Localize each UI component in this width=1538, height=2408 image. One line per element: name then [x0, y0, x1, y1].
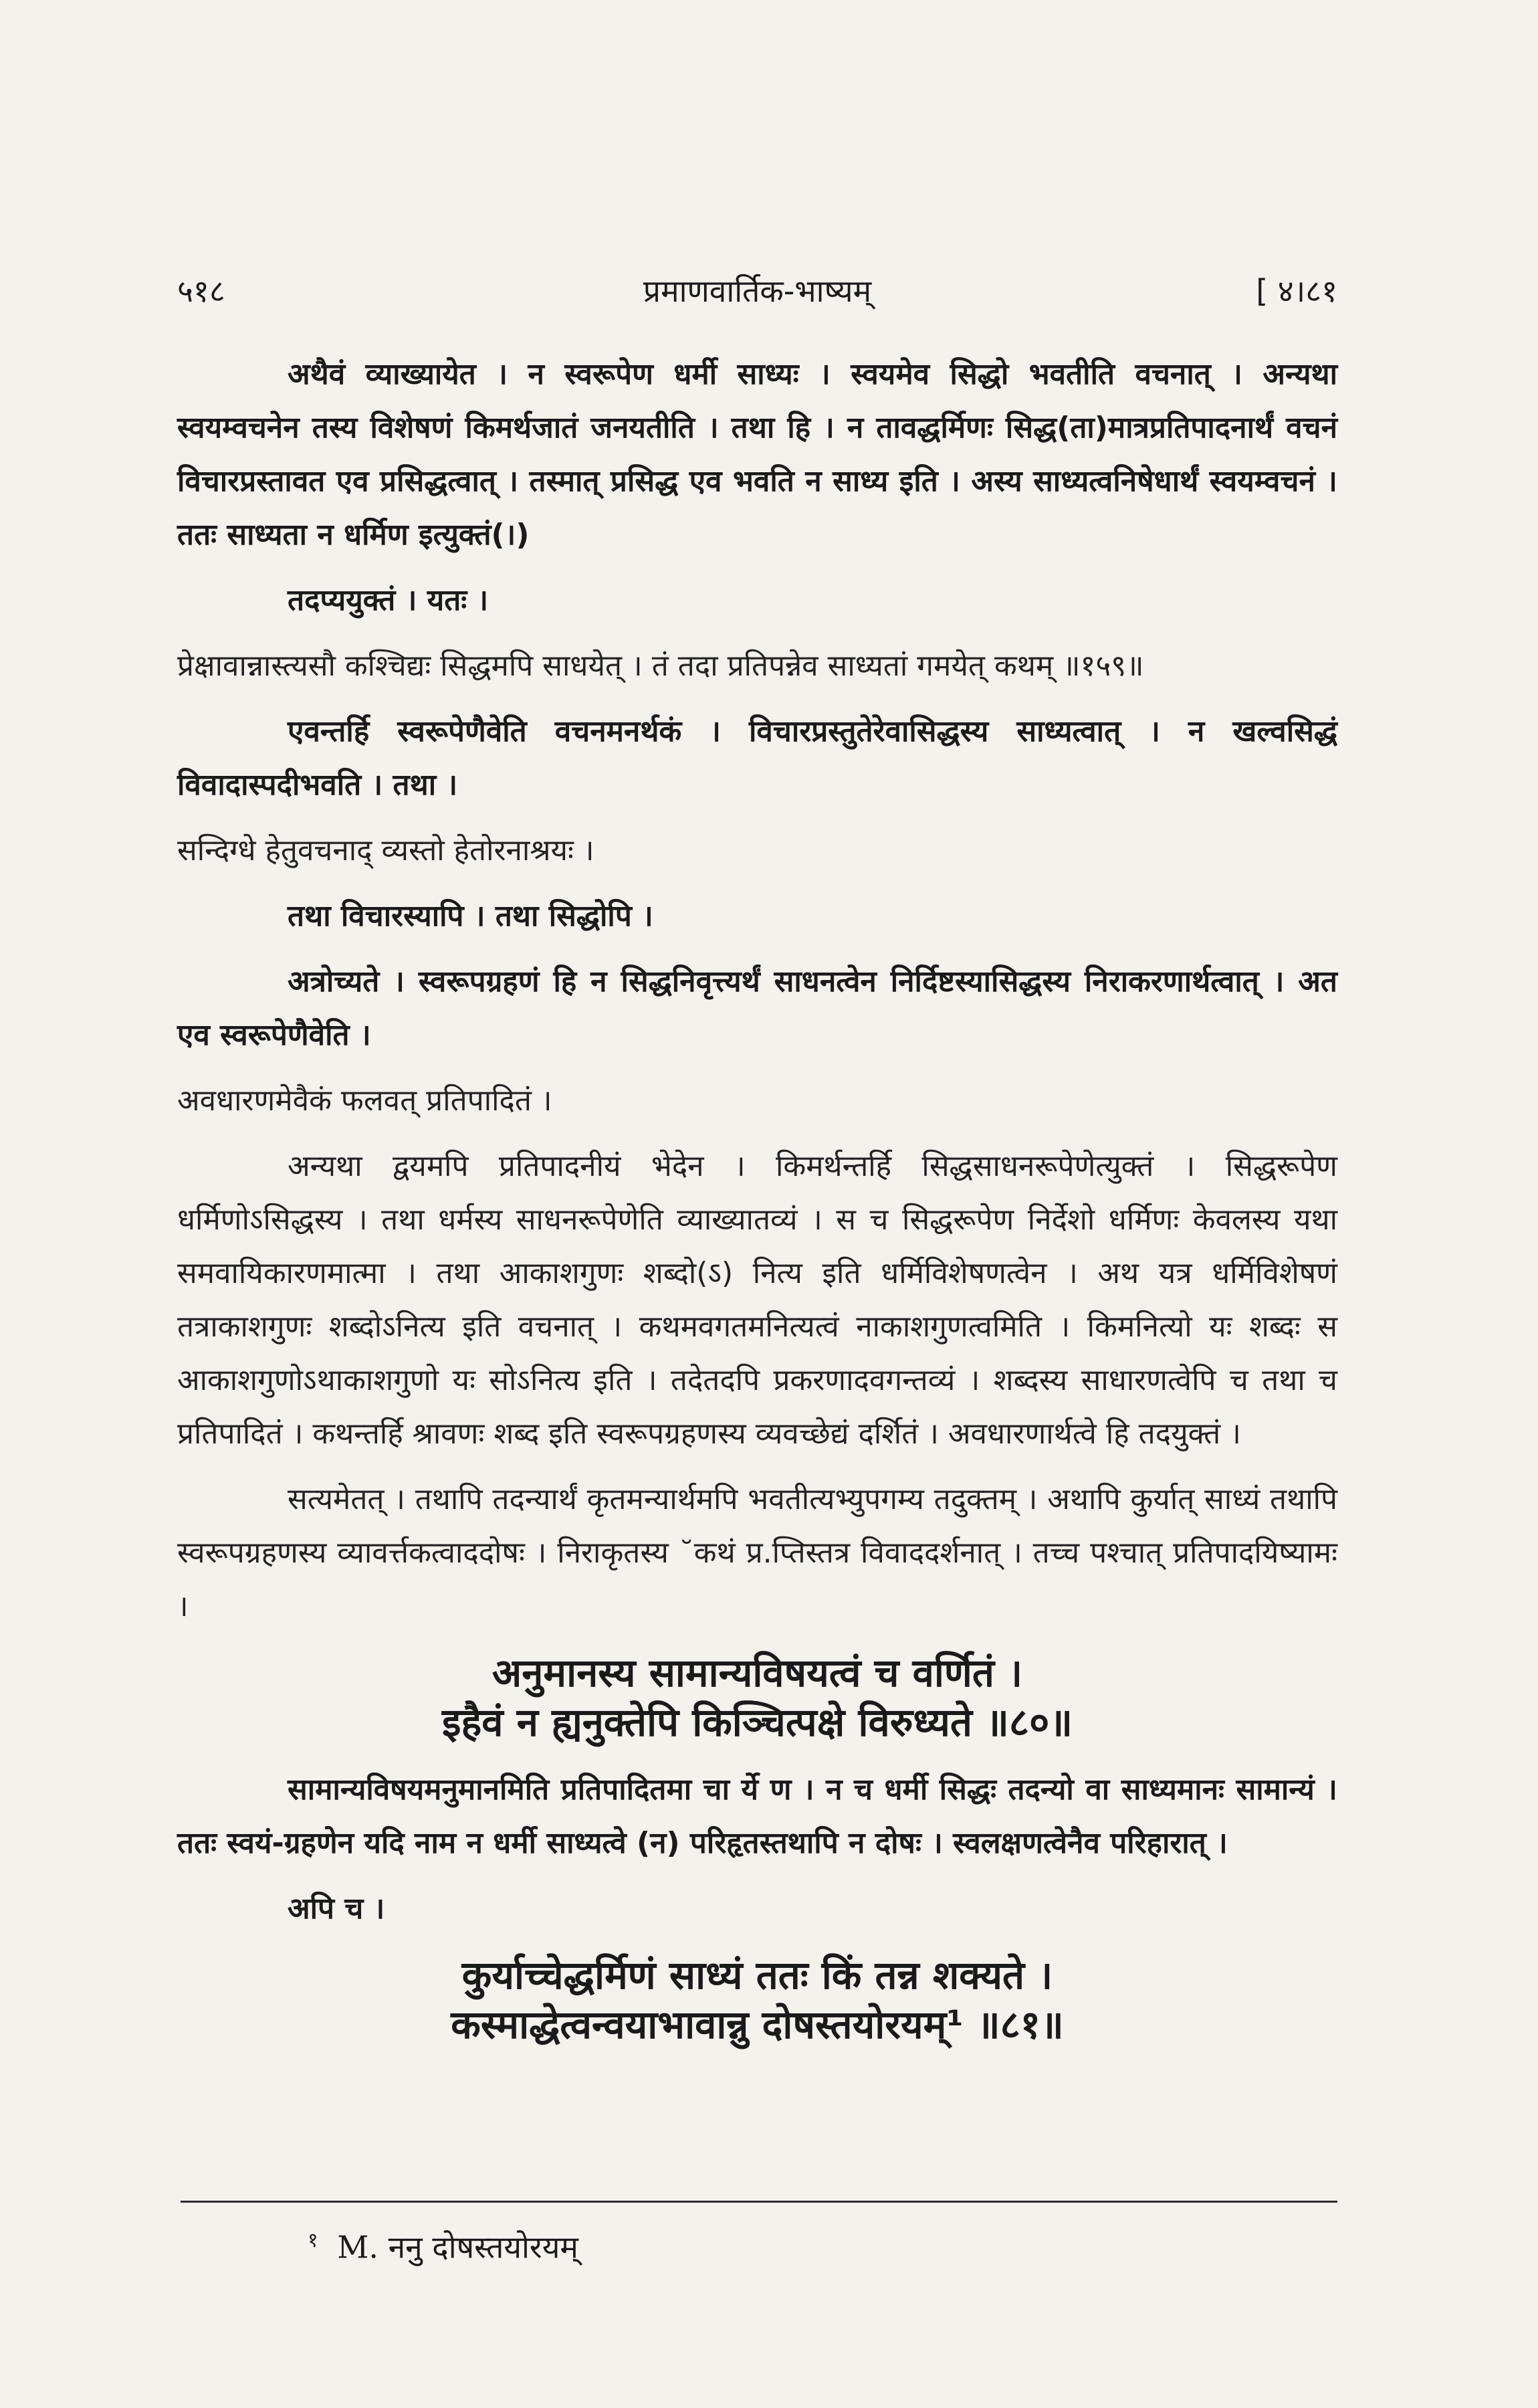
footnote-divider: [181, 2201, 1337, 2203]
page-number: ५१८: [177, 273, 225, 309]
api-ca: अपि च ।: [288, 1892, 385, 1926]
verse-81-line-2: कस्माद्धेत्वन्वयाभावान्नु दोषस्तयोरयम्¹ ॥८१॥: [451, 2002, 1064, 2047]
main-text: [177, 348, 1337, 2066]
footnote-source: M.: [337, 2229, 378, 2266]
paragraph-5: अत्रोच्यते । स्वरूपग्रहणं हि न सिद्धनिवृत्त्यर्थं साधनत्वेन निर्दिष्टस्यासिद्धस्य निराकरणार्थत्वात् । अत एव स्वरूपेणैवेति ।: [177, 965, 1337, 1052]
page-header: [177, 264, 1337, 318]
section-reference: [ ४।८१: [1256, 273, 1337, 309]
paragraph-8: सत्यमेतत् । तथापि तदन्यार्थं कृतमन्यार्थमपि भवतीत्यभ्युपगम्य तदुक्तम् । अथापि कुर्यात् साध्यं तथापि स्वरूपग्रहणस्य व्यावर्त्तकत्वाददोषः । निराकृतस्य ˘कथं प्र.प्तिस्तत्र विवाददर्शनात् । तच्च पश्चात् प्रतिपादयिष्यामः ।: [177, 1482, 1337, 1623]
verse-80: [177, 1648, 1337, 1747]
running-title: प्रमाणवार्तिक-भाष्यम्: [643, 273, 872, 309]
paragraph-after-80: सामान्यविषयमनुमानमिति प्रतिपादितमा चा र्ये ण । न च धर्मी सिद्धः तदन्यो वा साध्यमानः सामान्यं । ततः स्वयं-ग्रहणेन यदि नाम न धर्मी साध्यत्वे (न) परिहृतस्तथापि न दोषः । स्वलक्षणत्वेनैव परिहारात् ।: [177, 1773, 1337, 1860]
footnote-marker: १: [308, 2229, 318, 2252]
quotation-line: सन्दिग्धे हेतुवचनाद् व्यस्तो हेतोरनाश्रयः ।: [177, 833, 594, 868]
paragraph-3: एवन्तर्हि स्वरूपेणैवेति वचनमनर्थकं । विचारप्रस्तुतेरेवासिद्धस्य साध्यत्वात् । न खल्वसिद्धं विवादास्पदीभवति । तथा ।: [177, 714, 1337, 802]
paragraph-6: अवधारणमेवैकं फलवत् प्रतिपादितं ।: [177, 1084, 552, 1118]
paragraph-1: अथैवं व्याख्यायेत । न स्वरूपेण धर्मी साध्यः । स्वयमेव सिद्धो भवतीति वचनात् । अन्यथा स्वयम्वचनेन तस्य विशेषणं किमर्थजातं जनयतीति । तथा हि । न तावद्धर्मिणः सिद्ध(ता)मात्रप्रतिपादनार्थं वचनं विचारप्रस्तावत एव प्रसिद्धत्वात् । तस्मात् प्रसिद्ध एव भवति न साध्य इति । अस्य साध्यत्वनिषेधार्थं स्वयम्वचनं । ततः साध्यता न धर्मिण इत्युक्तं(।): [177, 357, 1337, 552]
karika-159: प्रेक्षावान्नास्त्यसौ कश्चिद्यः सिद्धमपि साधयेत् । तं तदा प्रतिपन्नेव साध्यतां गमयेत् कथम् ॥१५९॥: [177, 649, 1144, 683]
verse-80-line-2: इहैवं न ह्यनुक्तेपि किञ्चित्पक्षे विरुध्यते ॥८०॥: [441, 1700, 1073, 1745]
verse-81-line-1: कुर्याच्चेद्धर्मिणं साध्यं ततः किं तन्न शक्यते ।: [461, 1952, 1053, 1998]
paragraph-2: तदप्ययुक्तं । यतः ।: [288, 583, 489, 617]
footnote: [308, 2217, 578, 2270]
footnote-text: ननु दोषस्तयोरयम्: [388, 2229, 578, 2266]
paragraph-7: अन्यथा द्वयमपि प्रतिपादनीयं भेदेन । किमर्थन्तर्हि सिद्धसाधनरूपेणेत्युक्तं । सिद्धरूपेण धर्मिणोऽसिद्धस्य । तथा धर्मस्य साधनरूपेणेति व्याख्यातव्यं । स च सिद्धरूपेण निर्देशो धर्मिणः केवलस्य यथा समवायिकारणमात्मा । तथा आकाशगुणः शब्दो(ऽ) नित्य इति धर्मिविशेषणत्वेन । अथ यत्र धर्मिविशेषणं तत्राकाशगुणः शब्दोऽनित्य इति वचनात् । कथमवगतमनित्यत्वं नाकाशगुणत्वमिति । किमनित्यो यः शब्दः स आकाशगुणोऽथाकाशगुणो यः सोऽनित्य इति । तदेतदपि प्रकरणादवगन्तव्यं । शब्दस्य साधारणत्वेपि च तथा च प्रतिपादितं । कथन्तर्हि श्रावणः शब्द इति स्वरूपग्रहणस्य व्यवच्छेद्यं दर्शितं । अवधारणार्थत्वे हि तदयुक्तं ।: [177, 1149, 1337, 1451]
verse-81: [177, 1950, 1337, 2049]
paragraph-4: तथा विचारस्यापि । तथा सिद्धोपि ।: [288, 899, 653, 933]
verse-80-line-1: अनुमानस्य सामान्यविषयत्वं च वर्णितं ।: [491, 1650, 1023, 1696]
